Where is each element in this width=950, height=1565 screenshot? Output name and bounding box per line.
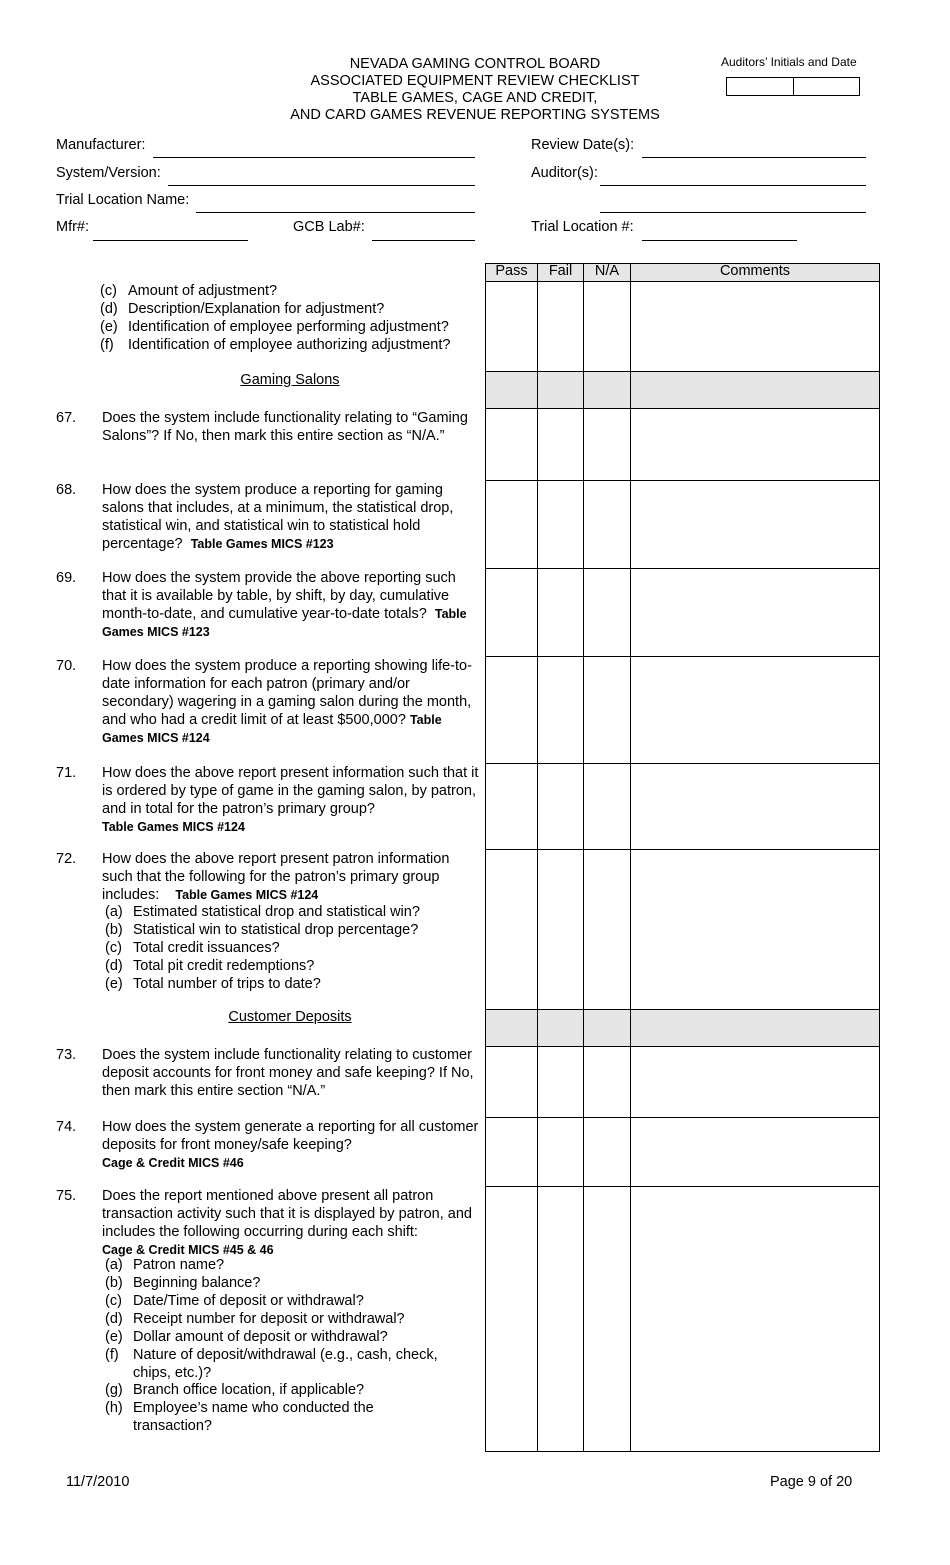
auditors-field-2[interactable]	[600, 212, 866, 213]
list-item: (b)	[105, 1275, 123, 1291]
question-text: How does the above report present information such that it is ordered by type of game in the gaming salon, by patron, and in total for the patron’s primary group?	[102, 765, 479, 817]
row-line	[485, 1009, 880, 1010]
section-shade-gaming-salons	[486, 372, 879, 408]
list-item-text: Identification of employee performing adjustment?	[128, 319, 449, 335]
manufacturer-label: Manufacturer:	[56, 137, 146, 153]
row-line	[485, 408, 880, 409]
question-number: 68.	[56, 482, 77, 498]
question-text: Does the system include functionality relating to “Gaming Salons”? If No, then mark this entire section as “N/A.”	[102, 410, 468, 444]
review-dates-label: Review Date(s):	[531, 137, 635, 153]
header-line-4: AND CARD GAMES REVENUE REPORTING SYSTEMS	[290, 107, 660, 123]
list-item: (d)	[105, 958, 123, 974]
list-item: (e)	[105, 1329, 123, 1345]
list-item: (f)	[105, 1347, 119, 1363]
question-text: How does the system provide the above reporting such that it is available by table, by shift, by day, cumulative month-to-date, and cumulative year-to-date totals?	[102, 570, 456, 622]
mics-reference: Table Games MICS #123	[190, 537, 334, 551]
row-line	[485, 656, 880, 657]
question-text: How does the system generate a reporting for all customer deposits for front money/safe keeping?	[102, 1119, 479, 1153]
list-item: (d)	[105, 1311, 123, 1327]
list-item: (a)	[105, 904, 123, 920]
row-line	[485, 849, 880, 850]
list-item: (b)	[105, 922, 123, 938]
row-line	[485, 1117, 880, 1118]
manufacturer-field[interactable]	[153, 157, 475, 158]
list-item-text: Beginning balance?	[133, 1275, 261, 1291]
auditors-label: Auditor(s):	[531, 165, 598, 181]
trial-location-num-label: Trial Location #:	[531, 219, 634, 235]
list-item-text: Amount of adjustment?	[128, 283, 278, 299]
question-text: How does the system produce a reporting showing life-to-date information for each patron (primary and/or secondary) wagering in a gaming salon during the month, and who had a credit limit of at least $500,000?	[102, 658, 472, 728]
trial-location-name-label: Trial Location Name:	[56, 192, 190, 208]
question-text: How does the above report present patron information such that the following for the patron’s primary group includes:	[102, 851, 450, 903]
list-item: (c)	[105, 940, 122, 956]
list-item-text: Statistical win to statistical drop percentage?	[133, 922, 419, 938]
mics-reference: Table Games MICS #124	[102, 820, 245, 834]
list-item-text: Receipt number for deposit or withdrawal?	[133, 1311, 405, 1327]
footer-date: 11/7/2010	[66, 1474, 130, 1490]
system-version-field[interactable]	[168, 185, 475, 186]
question-number: 71.	[56, 765, 77, 781]
question-number: 69.	[56, 570, 77, 586]
list-item-text: Estimated statistical drop and statistical win?	[133, 904, 420, 920]
list-item: (c)	[105, 1293, 122, 1309]
trial-location-num-field[interactable]	[642, 240, 797, 241]
column-line	[630, 263, 631, 1452]
list-item: (e)	[100, 319, 118, 335]
trial-location-name-field[interactable]	[196, 212, 475, 213]
row-line	[485, 568, 880, 569]
list-item-text: Date/Time of deposit or withdrawal?	[133, 1293, 364, 1309]
mics-reference: Table Games MICS #124	[102, 713, 442, 745]
review-dates-field[interactable]	[642, 157, 866, 158]
section-shade-customer-deposits	[486, 1010, 879, 1046]
list-item-text: Dollar amount of deposit or withdrawal?	[133, 1329, 388, 1345]
question-number: 73.	[56, 1047, 77, 1063]
list-item: (g)	[105, 1382, 123, 1398]
column-fail: Fail	[548, 263, 573, 279]
column-comments: Comments	[719, 263, 791, 279]
question-text: Does the system include functionality relating to customer deposit accounts for front money and safe keeping? If No, then mark this entire section “N/A.”	[102, 1047, 474, 1099]
mics-reference: Table Games MICS #124	[175, 888, 319, 902]
mics-reference: Table Games MICS #123	[102, 607, 467, 639]
list-item-text: Branch office location, if applicable?	[133, 1382, 365, 1398]
question-number: 75.	[56, 1188, 77, 1204]
row-line	[485, 1451, 880, 1452]
list-item: (h)	[105, 1400, 123, 1416]
header-line-1: NEVADA GAMING CONTROL BOARD	[349, 56, 601, 72]
mfr-num-field[interactable]	[93, 240, 248, 241]
row-line	[485, 1186, 880, 1187]
column-line	[879, 263, 880, 1452]
row-line	[485, 763, 880, 764]
column-na: N/A	[594, 263, 620, 279]
list-item-text: Nature of deposit/withdrawal (e.g., cash, check, chips, etc.)?	[133, 1347, 438, 1381]
list-item-text: Description/Explanation for adjustment?	[128, 301, 385, 317]
auditors-field[interactable]	[600, 185, 866, 186]
mics-reference: Cage & Credit MICS #46	[102, 1156, 244, 1170]
mfr-num-label: Mfr#:	[56, 219, 90, 235]
question-number: 70.	[56, 658, 77, 674]
row-line	[485, 1046, 880, 1047]
section-title-gaming-salons: Gaming Salons	[240, 372, 340, 388]
auditors-initials-label: Auditors’ Initials and Date	[721, 55, 857, 69]
question-text: How does the system produce a reporting for gaming salons that includes, at a minimum, the statistical drop, statistical win, and statistical win to statistical hold percentage?	[102, 482, 454, 552]
row-line	[485, 263, 880, 264]
document-header	[260, 56, 690, 124]
column-line	[485, 263, 486, 1452]
mics-reference: Cage & Credit MICS #45 & 46	[102, 1243, 274, 1257]
list-item-text: Patron name?	[133, 1257, 225, 1273]
question-number: 72.	[56, 851, 77, 867]
list-item: (f)	[100, 337, 114, 353]
gcb-lab-field[interactable]	[372, 240, 475, 241]
row-line	[485, 371, 880, 372]
footer-page-number: Page 9 of 20	[770, 1474, 853, 1490]
gcb-lab-label: GCB Lab#:	[293, 219, 365, 235]
list-item-text: Identification of employee authorizing adjustment?	[128, 337, 451, 353]
column-pass: Pass	[495, 263, 528, 279]
column-line	[583, 263, 584, 1452]
question-number: 67.	[56, 410, 77, 426]
system-version-label: System/Version:	[56, 165, 161, 181]
list-item-text: Total number of trips to date?	[133, 976, 321, 992]
list-item-text: Total pit credit redemptions?	[133, 958, 315, 974]
auditors-initials-box[interactable]	[726, 77, 860, 96]
list-item-text: Total credit issuances?	[133, 940, 280, 956]
list-item: (d)	[100, 301, 118, 317]
row-line	[485, 281, 880, 282]
column-line	[537, 263, 538, 1452]
list-item: (a)	[105, 1257, 123, 1273]
list-item-text: Employee’s name who conducted the transaction?	[133, 1400, 374, 1434]
header-line-2: ASSOCIATED EQUIPMENT REVIEW CHECKLIST	[310, 73, 640, 89]
header-line-3: TABLE GAMES, CAGE AND CREDIT,	[352, 90, 598, 106]
list-item: (e)	[105, 976, 123, 992]
question-text: Does the report mentioned above present all patron transaction activity such that it is displayed by patron, and includes the following occurring during each shift:	[102, 1188, 472, 1240]
list-item: (c)	[100, 283, 117, 299]
section-title-customer-deposits: Customer Deposits	[228, 1009, 352, 1025]
question-number: 74.	[56, 1119, 77, 1135]
row-line	[485, 480, 880, 481]
